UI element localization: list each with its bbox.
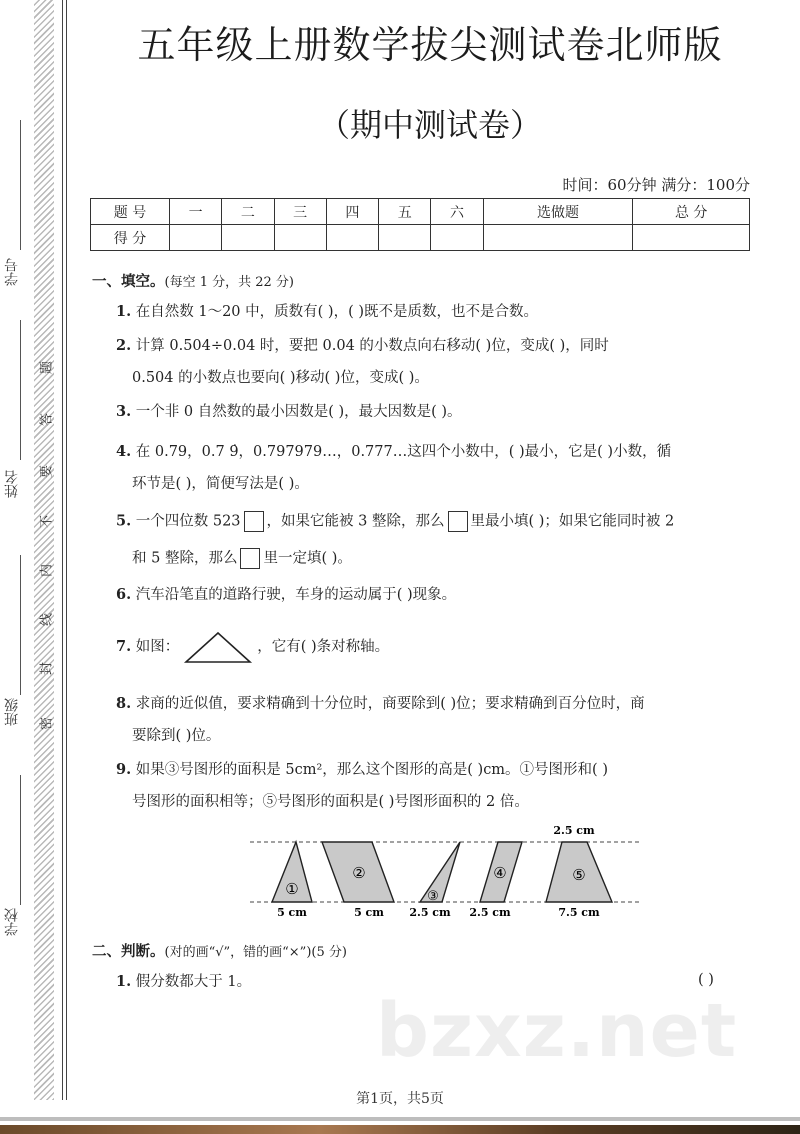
seal-char: 内 [39,564,55,578]
shape-label: ④ [493,864,507,882]
table-cell: 六 [431,199,483,225]
score-input-cell[interactable] [483,225,633,251]
question-number: 9. [116,761,132,778]
exam-subtitle: （期中测试卷） [317,106,542,144]
section-1-heading [92,270,294,291]
question-number: 1. [116,303,132,320]
table-cell: 四 [326,199,378,225]
table-cell: 题 号 [91,199,170,225]
class-label: 班级 [4,698,20,726]
dimension-label: 7.5 cm [558,906,600,919]
isosceles-triangle-figure [183,630,253,664]
seal-char: 封 [39,662,55,676]
score-input-cell[interactable] [326,225,378,251]
section-2-heading [92,940,347,961]
shape-label: ⑤ [572,866,586,884]
answer-box[interactable] [448,511,468,532]
question-text: 里最小填( )；如果它能同时被 2 [470,513,675,530]
question-8-line-2: 要除到( )位。 [132,728,221,744]
seal-char: 题 [39,361,55,375]
question-text: 里一定填( )。 [263,550,352,567]
question-number: 1. [116,973,132,990]
seal-char: 不 [39,515,55,529]
score-input-cell[interactable] [431,225,483,251]
binding-hatch [34,0,54,1100]
school-line [20,775,21,905]
name-line [20,320,21,460]
dimension-label: 2.5 cm [469,906,511,919]
question-text: 一个四位数 523 [135,513,241,530]
student-id-line [20,120,21,250]
question-4-line-2: 环节是( )，简便写法是( )。 [132,476,309,492]
question-number: 4. [116,443,132,460]
score-input-cell[interactable] [633,225,750,251]
score-input-cell[interactable] [274,225,326,251]
score-table-header-row [91,199,750,225]
question-3 [116,402,756,422]
table-cell: 得 分 [91,225,170,251]
table-cell: 选做题 [483,199,633,225]
page-footer: 第1页，共5页 [356,1091,444,1107]
table-cell: 三 [274,199,326,225]
score-input-cell[interactable] [170,225,222,251]
question-7 [116,630,756,664]
answer-parenthesis[interactable]: ( ) [698,972,714,988]
question-number: 3. [116,403,132,420]
question-9 [116,760,756,780]
shape-label: ③ [427,889,439,904]
seal-char: 线 [39,613,55,627]
question-6 [116,585,756,605]
dimension-label: 2.5 cm [409,906,451,919]
section-title: 一、填空。 [92,273,165,290]
question-number: 8. [116,695,132,712]
question-5-line-2 [132,548,772,569]
score-table [90,198,750,251]
question-text: 汽车沿笔直的道路行驶，车身的运动属于( )现象。 [135,587,457,603]
seal-char: 密 [39,717,55,731]
question-text: ，如果它能被 3 整除，那么 [266,513,445,530]
margin-line [62,0,63,1100]
seal-char: 答 [39,413,55,427]
question-text: 假分数都大于 1。 [135,974,252,990]
section-title: 二、判断。 [92,943,165,960]
question-9-line-2: 号图形的面积相等；⑤号图形的面积是( )号图形面积的 2 倍。 [132,794,529,810]
question-text: 和 5 整除，那么 [132,550,238,567]
question-number: 7. [116,638,132,655]
table-cell: 一 [170,199,222,225]
answer-box[interactable] [240,548,260,569]
question-number: 5. [116,512,132,530]
question-text: 求商的近似值，要求精确到十分位时，商要除到( )位；要求精确到百分位时，商 [135,696,645,712]
dimension-label: 2.5 cm [553,824,595,837]
question-text: ，它有( )条对称轴。 [257,639,390,655]
answer-box[interactable] [244,511,264,532]
table-cell: 二 [222,199,274,225]
school-label: 学校 [4,908,20,936]
question-number: 2. [116,337,132,354]
question-4 [116,442,756,462]
shapes-figure [250,822,650,922]
question-2 [116,336,756,356]
question-5 [116,511,756,532]
shape-3-triangle [420,842,460,902]
student-id-label: 学号 [4,258,20,286]
score-input-cell[interactable] [222,225,274,251]
question-number: 6. [116,586,132,603]
class-line [20,555,21,695]
seal-char: 要 [39,465,55,479]
dimension-label: 5 cm [354,906,384,919]
bottom-photo-strip [0,1125,800,1134]
question-text: 计算 0.504÷0.04 时，要把 0.04 的小数点向右移动( )位，变成( )，同时 [135,338,609,354]
question-text: 在自然数 1～20 中，质数有( )，( )既不是质数，也不是合数。 [135,304,538,320]
section-note: (对的画“√”，错的画“×”)(5 分) [164,945,347,960]
name-label: 姓名 [4,470,20,498]
watermark: bzxz.net [376,988,738,1074]
score-input-cell[interactable] [379,225,431,251]
table-cell: 总 分 [633,199,750,225]
question-1 [116,302,756,322]
bottom-divider [0,1117,800,1121]
section-note: (每空 1 分，共 22 分) [164,275,294,290]
table-cell: 五 [379,199,431,225]
question-text: 如图： [135,639,180,655]
score-table-score-row [91,225,750,251]
question-text: 如果③号图形的面积是 5cm²，那么这个图形的高是( )cm。①号图形和( ) [135,762,608,778]
question-2-line-2: 0.504 的小数点也要向( )移动( )位，变成( )。 [132,370,429,386]
margin-line-inner [66,0,67,1100]
exam-title: 五年级上册数学拔尖测试卷北师版 [137,23,723,67]
time-info: 时间：60分钟 满分：100分 [562,176,750,194]
shape-label: ① [285,880,299,898]
question-8 [116,694,756,714]
question-text: 一个非 0 自然数的最小因数是( )，最大因数是( )。 [135,404,462,420]
question-text: 在 0.79，0.7 9̇，0.797979…，0.777…这四个小数中，( )最小，它是( )小数，循 [135,444,672,460]
shape-label: ② [352,864,366,882]
dimension-label: 5 cm [277,906,307,919]
